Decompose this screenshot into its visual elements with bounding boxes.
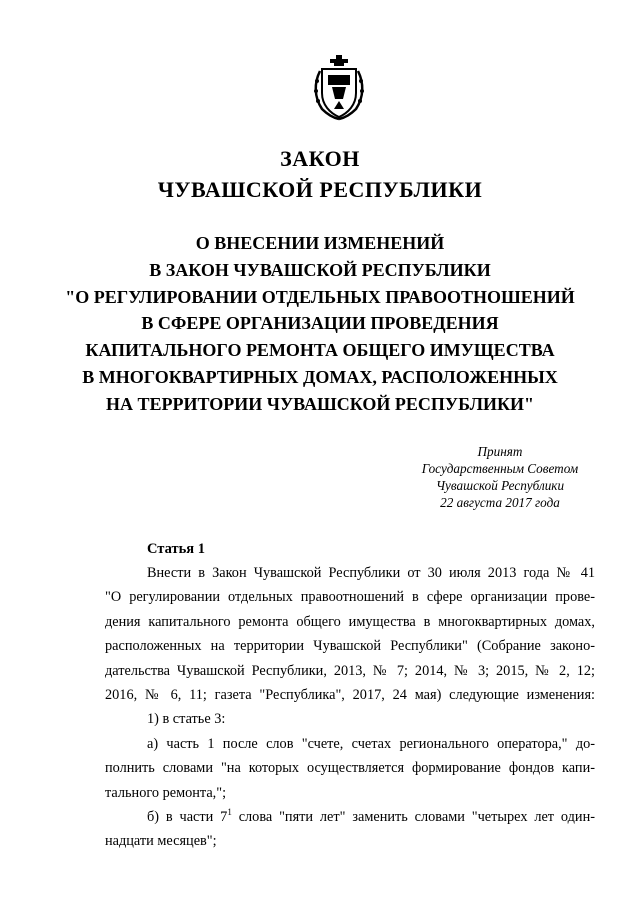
subtitle-line: НА ТЕРРИТОРИИ ЧУВАШСКОЙ РЕСПУБЛИКИ" [105, 393, 535, 414]
article-line: "О регулировании отдельных правоотношений в сфере организации прове- [105, 589, 595, 606]
article-line: 1) в статье 3: [147, 711, 226, 728]
document-title: ЗАКОН [280, 146, 360, 171]
superscript: 1 [227, 806, 232, 817]
subtitle-line: КАПИТАЛЬНОГО РЕМОНТА ОБЩЕГО ИМУЩЕСТВА [85, 340, 555, 361]
article-line: а) часть 1 после слов "счете, счетах регионального оператора," до- [147, 735, 595, 752]
adoption-line: Государственным Советом [421, 461, 579, 476]
article-body [105, 561, 595, 854]
article-heading: Статья 1 [147, 541, 205, 557]
subtitle-line: О ВНЕСЕНИИ ИЗМЕНЕНИЙ [195, 233, 445, 253]
article-line: надцати месяцев"; [105, 833, 217, 850]
article-line-part: слова "пяти лет" заменить словами "четырех лет один- [231, 808, 595, 825]
chuvash-emblem-icon [312, 55, 366, 121]
adoption-line: Принят [477, 444, 523, 459]
subtitle-line: В СФЕРЕ ОРГАНИЗАЦИИ ПРОВЕДЕНИЯ [141, 313, 499, 334]
subtitle-line: В МНОГОКВАРТИРНЫХ ДОМАХ, РАСПОЛОЖЕННЫХ [82, 366, 558, 387]
adoption-note [400, 443, 600, 511]
article-line: расположенных на территории Чувашской Республики" (Собрание законо- [105, 638, 595, 655]
article-line: тального ремонта,"; [105, 784, 227, 801]
article-line: полнить словами "на которых осуществляется формирование фондов капи- [105, 760, 595, 777]
adoption-line: Чувашской Республики [435, 478, 565, 493]
document-republic: ЧУВАШСКОЙ РЕСПУБЛИКИ [157, 177, 483, 202]
article-line: 2016, № 6, 11; газета "Республика", 2017, 24 мая) следующие изменения: [105, 686, 595, 703]
article-line: дательства Чувашской Республики, 2013, № 7; 2014, № 3; 2015, № 2, 12; [105, 662, 595, 679]
subtitle-line: В ЗАКОН ЧУВАШСКОЙ РЕСПУБЛИКИ [149, 259, 491, 280]
adoption-date: 22 августа 2017 года [440, 495, 560, 510]
law-subtitle [0, 230, 640, 418]
article-line: Внести в Закон Чувашской Республики от 30 июля 2013 года № 41 [147, 565, 595, 581]
subtitle-line: "О РЕГУЛИРОВАНИИ ОТДЕЛЬНЫХ ПРАВООТНОШЕНИЙ [65, 286, 575, 307]
article-line-part: б) в части 7 [147, 808, 228, 825]
article-line: дения капитального ремонта общего имущества в многоквартирных домах, [105, 613, 595, 630]
article-line [105, 805, 595, 829]
